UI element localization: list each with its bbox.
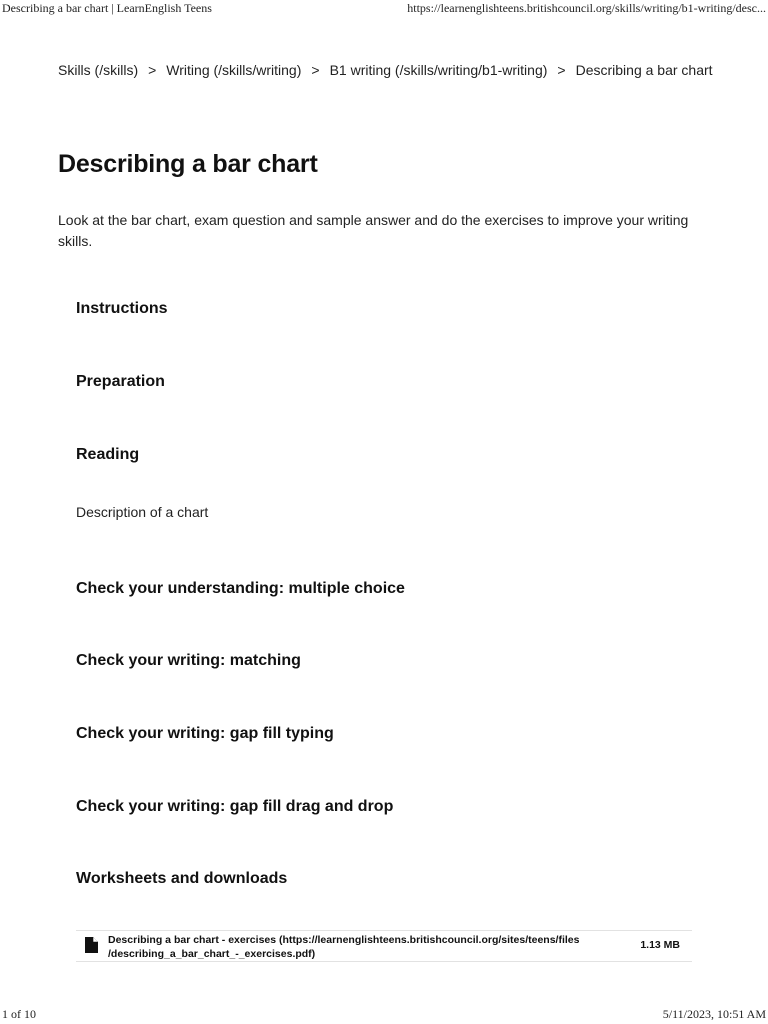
page-number: 1 of 10	[2, 1007, 36, 1021]
section-gap-fill-typing[interactable]: Check your writing: gap fill typing	[76, 725, 334, 742]
print-datetime: 5/11/2023, 10:51 AM	[662, 1007, 766, 1021]
breadcrumb	[58, 62, 713, 78]
section-worksheets-downloads: Worksheets and downloads	[76, 870, 288, 887]
section-multiple-choice[interactable]: Check your understanding: multiple choice	[76, 580, 405, 597]
section-matching[interactable]: Check your writing: matching	[76, 652, 301, 669]
print-page-title: Describing a bar chart | LearnEnglish Teens	[2, 1, 212, 15]
intro-text: Look at the bar chart, exam question and sample answer and do the exercises to improve your writing skills.	[58, 212, 689, 249]
download-link-line1: Describing a bar chart - exercises (https://learnenglishteens.britishcouncil.org/sites/teens/files	[108, 934, 580, 946]
section-instructions[interactable]: Instructions	[76, 300, 168, 317]
breadcrumb-writing[interactable]: Writing (/skills/writing)	[166, 62, 302, 78]
section-reading[interactable]: Reading	[76, 446, 140, 463]
download-link-line2: /describing_a_bar_chart_-_exercises.pdf)	[108, 948, 316, 960]
breadcrumb-skills[interactable]: Skills (/skills)	[58, 62, 139, 78]
download-row	[76, 930, 692, 962]
breadcrumb-b1-writing[interactable]: B1 writing (/skills/writing/b1-writing)	[329, 62, 548, 78]
print-footer	[0, 1006, 768, 1024]
file-size: 1.13 MB	[640, 939, 680, 951]
page-title: Describing a bar chart	[58, 150, 318, 178]
file-icon	[85, 937, 98, 953]
print-header	[0, 0, 768, 18]
breadcrumb-current: Describing a bar chart	[575, 62, 713, 78]
breadcrumb-separator: >	[148, 62, 157, 78]
section-preparation[interactable]: Preparation	[76, 373, 165, 390]
section-gap-fill-drag-drop[interactable]: Check your writing: gap fill drag and drop	[76, 798, 394, 815]
download-link[interactable]	[108, 933, 608, 961]
print-page-url: https://learnenglishteens.britishcouncil.org/skills/writing/b1-writing/desc...	[407, 1, 766, 15]
reading-subtitle: Description of a chart	[76, 504, 209, 520]
breadcrumb-separator: >	[557, 62, 566, 78]
breadcrumb-separator: >	[311, 62, 320, 78]
